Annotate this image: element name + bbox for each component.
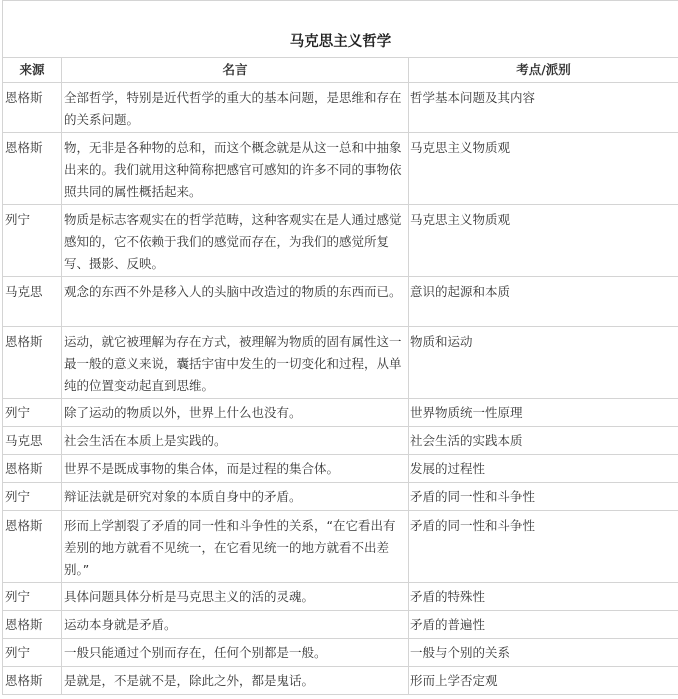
table-row xyxy=(3,483,678,511)
quote-cell: 形而上学割裂了矛盾的同一性和斗争性的关系，“在它看出有差别的地方就看不见统一，在它看见统一的地方就看不出差别。” xyxy=(62,511,409,583)
table-row xyxy=(3,427,678,455)
quote-cell: 物质是标志客观实在的哲学范畴，这种客观实在是人通过感觉感知的，它不依赖于我们的感觉而存在，为我们的感觉所复写、摄影、反映。 xyxy=(62,205,409,277)
quote-cell: 是就是，不是就不是，除此之外，都是鬼话。 xyxy=(62,667,409,695)
topic-cell: 世界物质统一性原理 xyxy=(409,399,678,427)
quote-cell: 运动本身就是矛盾。 xyxy=(62,611,409,639)
quote-cell: 观念的东西不外是移入人的头脑中改造过的物质的东西而已。 xyxy=(62,277,409,327)
table-row xyxy=(3,611,678,639)
source-cell: 恩格斯 xyxy=(3,83,62,133)
topic-cell: 矛盾的普遍性 xyxy=(409,611,678,639)
topic-cell: 一般与个别的关系 xyxy=(409,639,678,667)
table-row xyxy=(3,277,678,327)
topic-cell: 马克思主义物质观 xyxy=(409,205,678,277)
quote-cell: 世界不是既成事物的集合体，而是过程的集合体。 xyxy=(62,455,409,483)
table-row xyxy=(3,399,678,427)
quote-cell: 全部哲学，特别是近代哲学的重大的基本问题，是思维和存在的关系问题。 xyxy=(62,83,409,133)
topic-cell: 发展的过程性 xyxy=(409,455,678,483)
quote-cell: 社会生活在本质上是实践的。 xyxy=(62,427,409,455)
header-topic: 考点/派别 xyxy=(409,58,678,83)
source-cell: 列宁 xyxy=(3,639,62,667)
quotes-table xyxy=(2,0,678,695)
quote-cell: 辩证法就是研究对象的本质自身中的矛盾。 xyxy=(62,483,409,511)
quote-cell: 具体问题具体分析是马克思主义的活的灵魂。 xyxy=(62,583,409,611)
table-title: 马克思主义哲学 xyxy=(3,1,678,58)
table-row xyxy=(3,639,678,667)
source-cell: 列宁 xyxy=(3,583,62,611)
topic-cell: 矛盾的特殊性 xyxy=(409,583,678,611)
table-row xyxy=(3,583,678,611)
source-cell: 列宁 xyxy=(3,205,62,277)
table-row xyxy=(3,511,678,583)
table-row xyxy=(3,133,678,205)
quote-cell: 一般只能通过个别而存在，任何个别都是一般。 xyxy=(62,639,409,667)
source-cell: 恩格斯 xyxy=(3,133,62,205)
topic-cell: 哲学基本问题及其内容 xyxy=(409,83,678,133)
table-row xyxy=(3,455,678,483)
source-cell: 恩格斯 xyxy=(3,667,62,695)
source-cell: 恩格斯 xyxy=(3,611,62,639)
table-row xyxy=(3,327,678,399)
source-cell: 恩格斯 xyxy=(3,455,62,483)
topic-cell: 意识的起源和本质 xyxy=(409,277,678,327)
topic-cell: 矛盾的同一性和斗争性 xyxy=(409,483,678,511)
quotes-sheet xyxy=(2,0,678,695)
source-cell: 恩格斯 xyxy=(3,327,62,399)
source-cell: 列宁 xyxy=(3,483,62,511)
topic-cell: 形而上学否定观 xyxy=(409,667,678,695)
table-row xyxy=(3,667,678,695)
source-cell: 马克思 xyxy=(3,277,62,327)
topic-cell: 矛盾的同一性和斗争性 xyxy=(409,511,678,583)
table-row xyxy=(3,83,678,133)
header-quote: 名言 xyxy=(62,58,409,83)
source-cell: 列宁 xyxy=(3,399,62,427)
table-row xyxy=(3,205,678,277)
topic-cell: 物质和运动 xyxy=(409,327,678,399)
quote-cell: 除了运动的物质以外，世界上什么也没有。 xyxy=(62,399,409,427)
source-cell: 马克思 xyxy=(3,427,62,455)
topic-cell: 马克思主义物质观 xyxy=(409,133,678,205)
quote-cell: 运动，就它被理解为存在方式，被理解为物质的固有属性这一最一般的意义来说，囊括宇宙中发生的一切变化和过程，从单纯的位置变动起直到思维。 xyxy=(62,327,409,399)
header-source: 来源 xyxy=(3,58,62,83)
quote-cell: 物，无非是各种物的总和，而这个概念就是从这一总和中抽象出来的。我们就用这种简称把感官可感知的许多不同的事物依照共同的属性概括起来。 xyxy=(62,133,409,205)
source-cell: 恩格斯 xyxy=(3,511,62,583)
topic-cell: 社会生活的实践本质 xyxy=(409,427,678,455)
